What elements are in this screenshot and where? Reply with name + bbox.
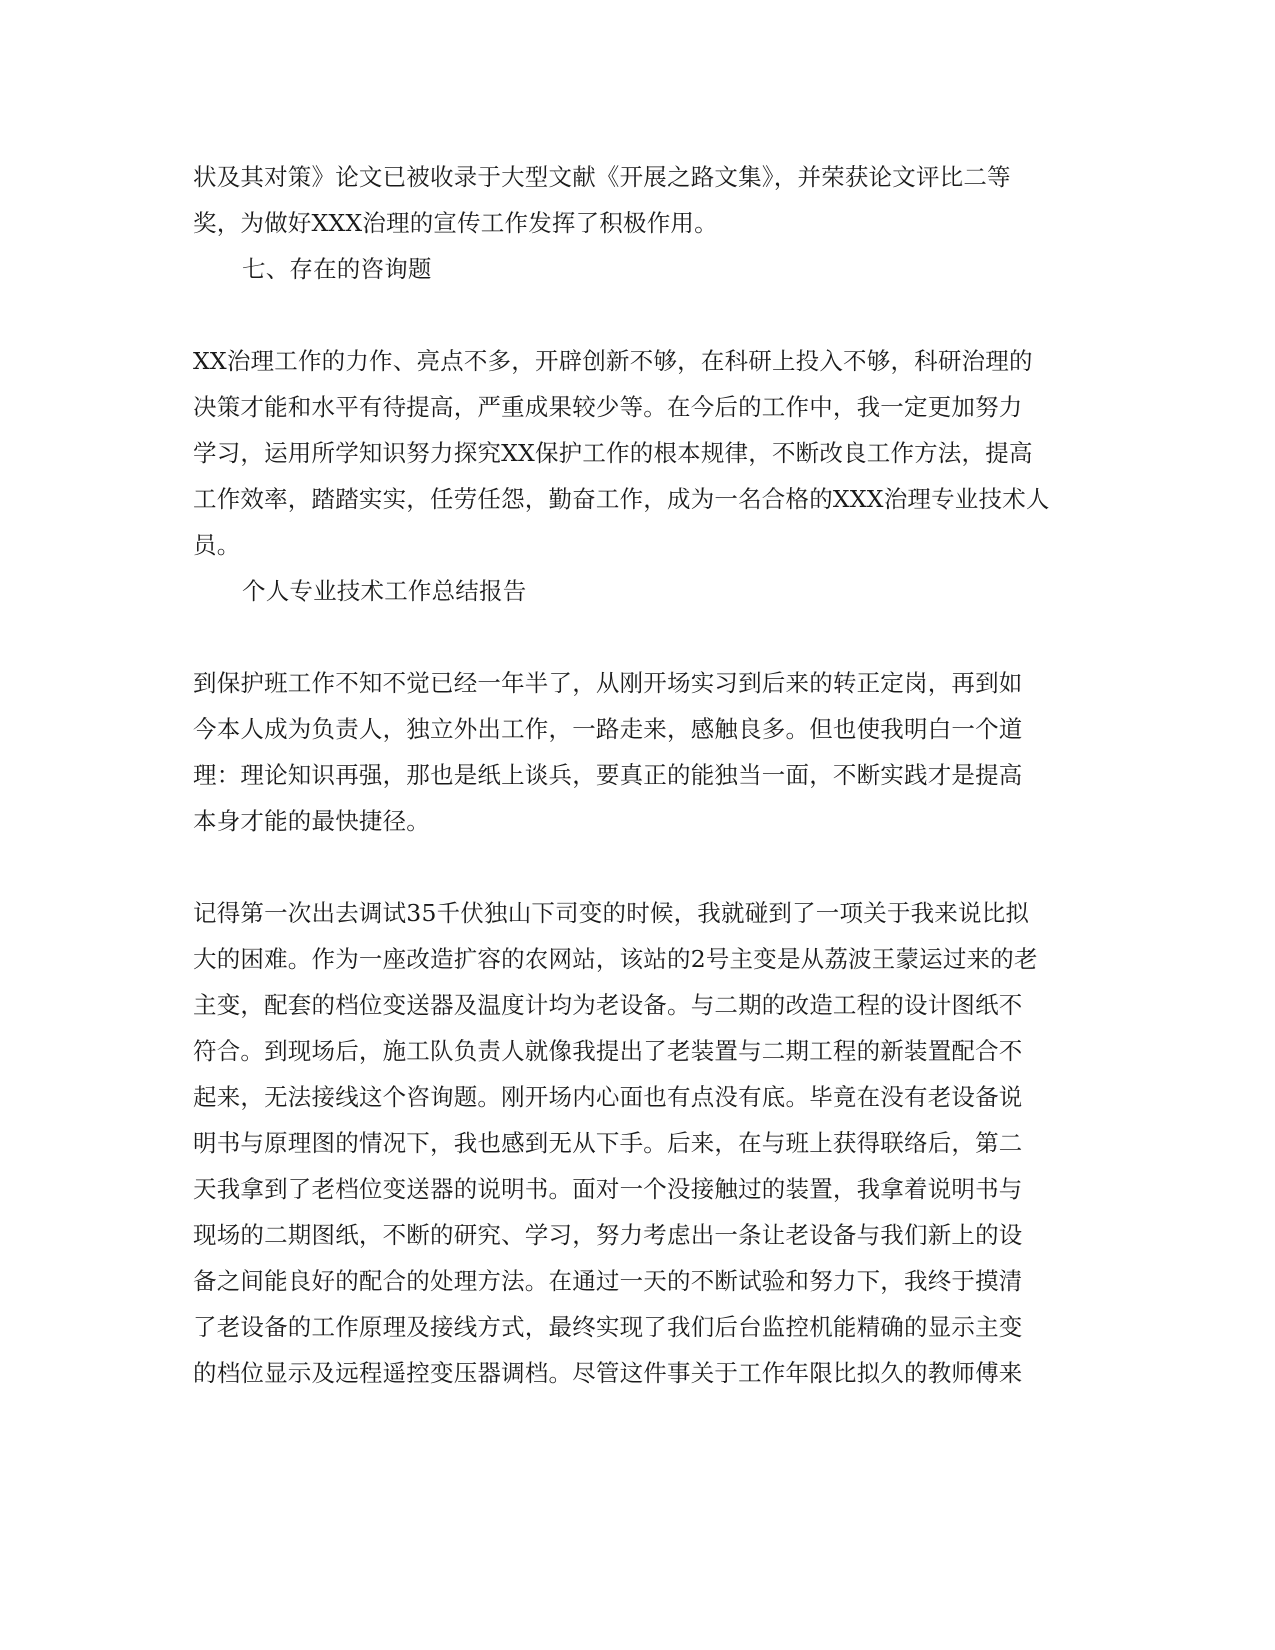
section-heading: 七、存在的咨询题 <box>242 255 432 283</box>
paragraph-line: 符合。到现场后，施工队负责人就像我提出了老装置与二期工程的新装置配合不 <box>193 1037 1023 1065</box>
paragraph-line: XX治理工作的力作、亮点不多，开辟创新不够，在科研上投入不够，科研治理的 <box>193 347 1033 375</box>
paragraph-line: 学习，运用所学知识努力探究XX保护工作的根本规律，不断改良工作方法，提高 <box>193 439 1033 467</box>
paragraph-line: 到保护班工作不知不觉已经一年半了，从刚开场实习到后来的转正定岗，再到如 <box>193 669 1023 697</box>
paragraph-line: 现场的二期图纸，不断的研究、学习，努力考虑出一条让老设备与我们新上的设 <box>193 1221 1023 1249</box>
paragraph-line: 决策才能和水平有待提高，严重成果较少等。在今后的工作中，我一定更加努力 <box>193 393 1023 421</box>
paragraph-line: 备之间能良好的配合的处理方法。在通过一天的不断试验和努力下，我终于摸清 <box>193 1267 1023 1295</box>
paragraph-line: 工作效率，踏踏实实，任劳任怨，勤奋工作，成为一名合格的XXX治理专业技术人 <box>193 485 1050 513</box>
paragraph-line: 状及其对策》论文已被收录于大型文献《开展之路文集》，并荣获论文评比二等 <box>193 163 1011 191</box>
paragraph-line: 理：理论知识再强，那也是纸上谈兵，要真正的能独当一面，不断实践才是提高 <box>193 761 1023 789</box>
paragraph-line: 了老设备的工作原理及接线方式，最终实现了我们后台监控机能精确的显示主变 <box>193 1313 1023 1341</box>
paragraph-line: 员。 <box>193 531 241 559</box>
paragraph-line: 本身才能的最快捷径。 <box>193 807 430 835</box>
paragraph-line: 记得第一次出去调试35千伏独山下司变的时候，我就碰到了一项关于我来说比拟 <box>193 899 1030 927</box>
paragraph-line: 起来，无法接线这个咨询题。刚开场内心面也有点没有底。毕竟在没有老设备说 <box>193 1083 1023 1111</box>
paragraph-line: 今本人成为负责人，独立外出工作，一路走来，感触良多。但也使我明白一个道 <box>193 715 1023 743</box>
report-title: 个人专业技术工作总结报告 <box>242 577 527 605</box>
paragraph-line: 明书与原理图的情况下，我也感到无从下手。后来，在与班上获得联络后，第二 <box>193 1129 1023 1157</box>
paragraph-line: 大的困难。作为一座改造扩容的农网站，该站的2号主变是从荔波王蒙运过来的老 <box>193 945 1038 973</box>
paragraph-line: 主变，配套的档位变送器及温度计均为老设备。与二期的改造工程的设计图纸不 <box>193 991 1023 1019</box>
paragraph-line: 奖，为做好XXX治理的宣传工作发挥了积极作用。 <box>193 209 718 237</box>
paragraph-line: 天我拿到了老档位变送器的说明书。面对一个没接触过的装置，我拿着说明书与 <box>193 1175 1023 1203</box>
paragraph-line: 的档位显示及远程遥控变压器调档。尽管这件事关于工作年限比拟久的教师傅来 <box>193 1359 1023 1387</box>
